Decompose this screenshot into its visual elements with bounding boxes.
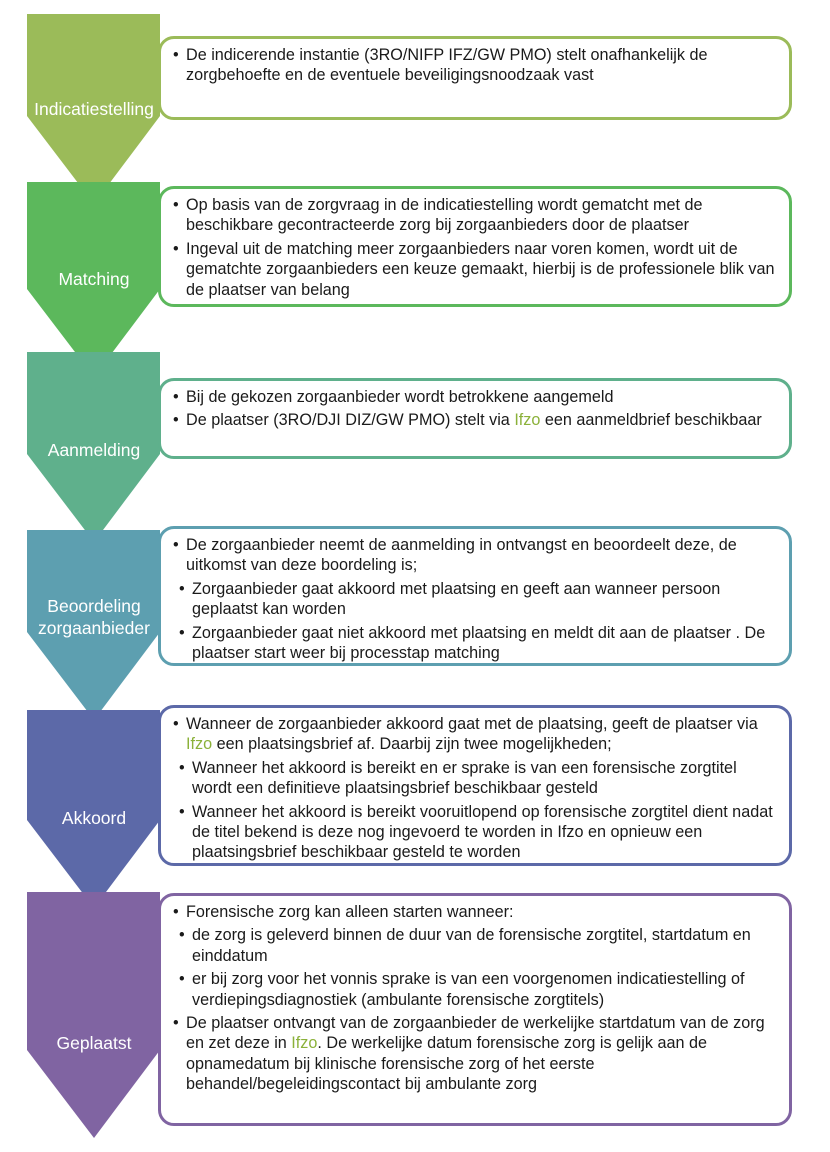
bullet-icon: • (173, 411, 179, 430)
bullet-item: • De plaatser (3RO/DJI DIZ/GW PMO) stelt via Ifzo een aanmeldbrief beschikbaar (173, 411, 762, 430)
sub-bullet-item: • de zorg is geleverd binnen de duur van de forensische zorgtitel, startdatum en einddatum (179, 926, 751, 965)
bullet-icon: • (179, 926, 185, 945)
step-label-line: Akkoord (61, 808, 127, 828)
step-box-matching (158, 186, 792, 307)
bullet-icon: • (173, 196, 179, 214)
bullet-icon: • (173, 715, 179, 733)
bullet-icon: • (173, 536, 179, 554)
bullet-item: • De zorgaanbieder neemt de aanmelding in ontvangst en beoordeelt deze, de uitkomst van deze boordeling is; (173, 536, 737, 575)
chevron-fill (27, 892, 160, 1138)
step-box-aanmelding (158, 378, 792, 459)
bullet-icon: • (179, 970, 185, 989)
ifzo-highlight: Ifzo (291, 1034, 318, 1053)
bullet-icon: • (179, 579, 185, 598)
sub-bullet-item: • er bij zorg voor het vonnis sprake is van een voorgenomen indicatiestelling of verdiepingsdiagnostiek (ambulante forensische zorgtitels) (179, 970, 745, 1009)
bullet-item: • Op basis van de zorgvraag in de indicatiestelling wordt gematcht met de beschikbare gecontracteerde zorg bij zorgaanbieders door de plaatser (173, 196, 703, 235)
step-label-line: Beoordeling (47, 596, 141, 616)
ifzo-highlight: Ifzo (514, 411, 541, 430)
bullet-icon: • (173, 1014, 179, 1033)
bullet-item: • Wanneer de zorgaanbieder akkoord gaat met de plaatsing, geeft de plaatser via Ifzo een plaatsingsbrief af. Daarbij zijn twee mogelijkheden; (173, 715, 758, 754)
sub-bullet-item: • Zorgaanbieder gaat akkoord met plaatsing en geeft aan wanneer persoon geplaatst kan worden (179, 579, 721, 619)
bullet-icon: • (179, 758, 185, 777)
step-label-line: Aanmelding (47, 440, 141, 460)
step-box-geplaatst (158, 893, 792, 1126)
bullet-item: • Forensische zorg kan alleen starten wanneer: (173, 903, 514, 921)
bullet-item: • De plaatser ontvangt van de zorgaanbieder de werkelijke startdatum van de zorg en zet deze in Ifzo. De werkelijke datum forensische zorg is gelijk aan de opnamedatum bij klinische forensische zorg of het eerste behandel/begeleidingscontact bij ambulante zorg (173, 1014, 765, 1094)
ifzo-highlight: Ifzo (186, 735, 213, 754)
bullet-icon: • (173, 239, 179, 258)
sub-bullet-item: • Wanneer het akkoord is bereikt vooruitlopend op forensische zorgtitel dient nadat de titel bekend is deze nog ingevoerd te worden in Ifzo en opnieuw een plaatsingsbrief beschikbaar gesteld te worden (179, 802, 773, 862)
bullet-icon: • (173, 903, 179, 921)
sub-bullet-item: • Zorgaanbieder gaat niet akkoord met plaatsing en meldt dit aan de plaatser . De plaatser start weer bij processtap matching (179, 623, 766, 663)
step-box-beoordeling (158, 526, 792, 666)
bullet-item: • Bij de gekozen zorgaanbieder wordt betrokkene aangemeld (173, 388, 614, 406)
sub-bullet-item: • Wanneer het akkoord is bereikt en er sprake is van een forensische zorgtitel wordt een definitieve plaatsingsbrief beschikbaar gesteld (179, 758, 737, 798)
bullet-icon: • (179, 623, 185, 642)
bullet-icon: • (173, 46, 179, 64)
bullet-icon: • (179, 802, 185, 821)
bullet-item: • De indicerende instantie (3RO/NIFP IFZ/GW PMO) stelt onafhankelijk de zorgbehoefte en de eventuele beveiligingsnoodzaak vast (173, 46, 708, 85)
step-box-akkoord (158, 705, 792, 866)
step-label-line: Indicatiestelling (34, 99, 154, 119)
step-label-line: Matching (58, 269, 130, 289)
bullet-item: • Ingeval uit de matching meer zorgaanbieders naar voren komen, wordt uit de gematchte zorgaanbieders een keuze gemaakt, hierbij is de professionele blik van de plaatser van belang (173, 239, 775, 299)
bullet-icon: • (173, 388, 179, 406)
step-box-indicatiestelling (158, 36, 792, 120)
step-label-line: Geplaatst (56, 1033, 132, 1053)
step-label-line: zorgaanbieder (38, 618, 150, 638)
